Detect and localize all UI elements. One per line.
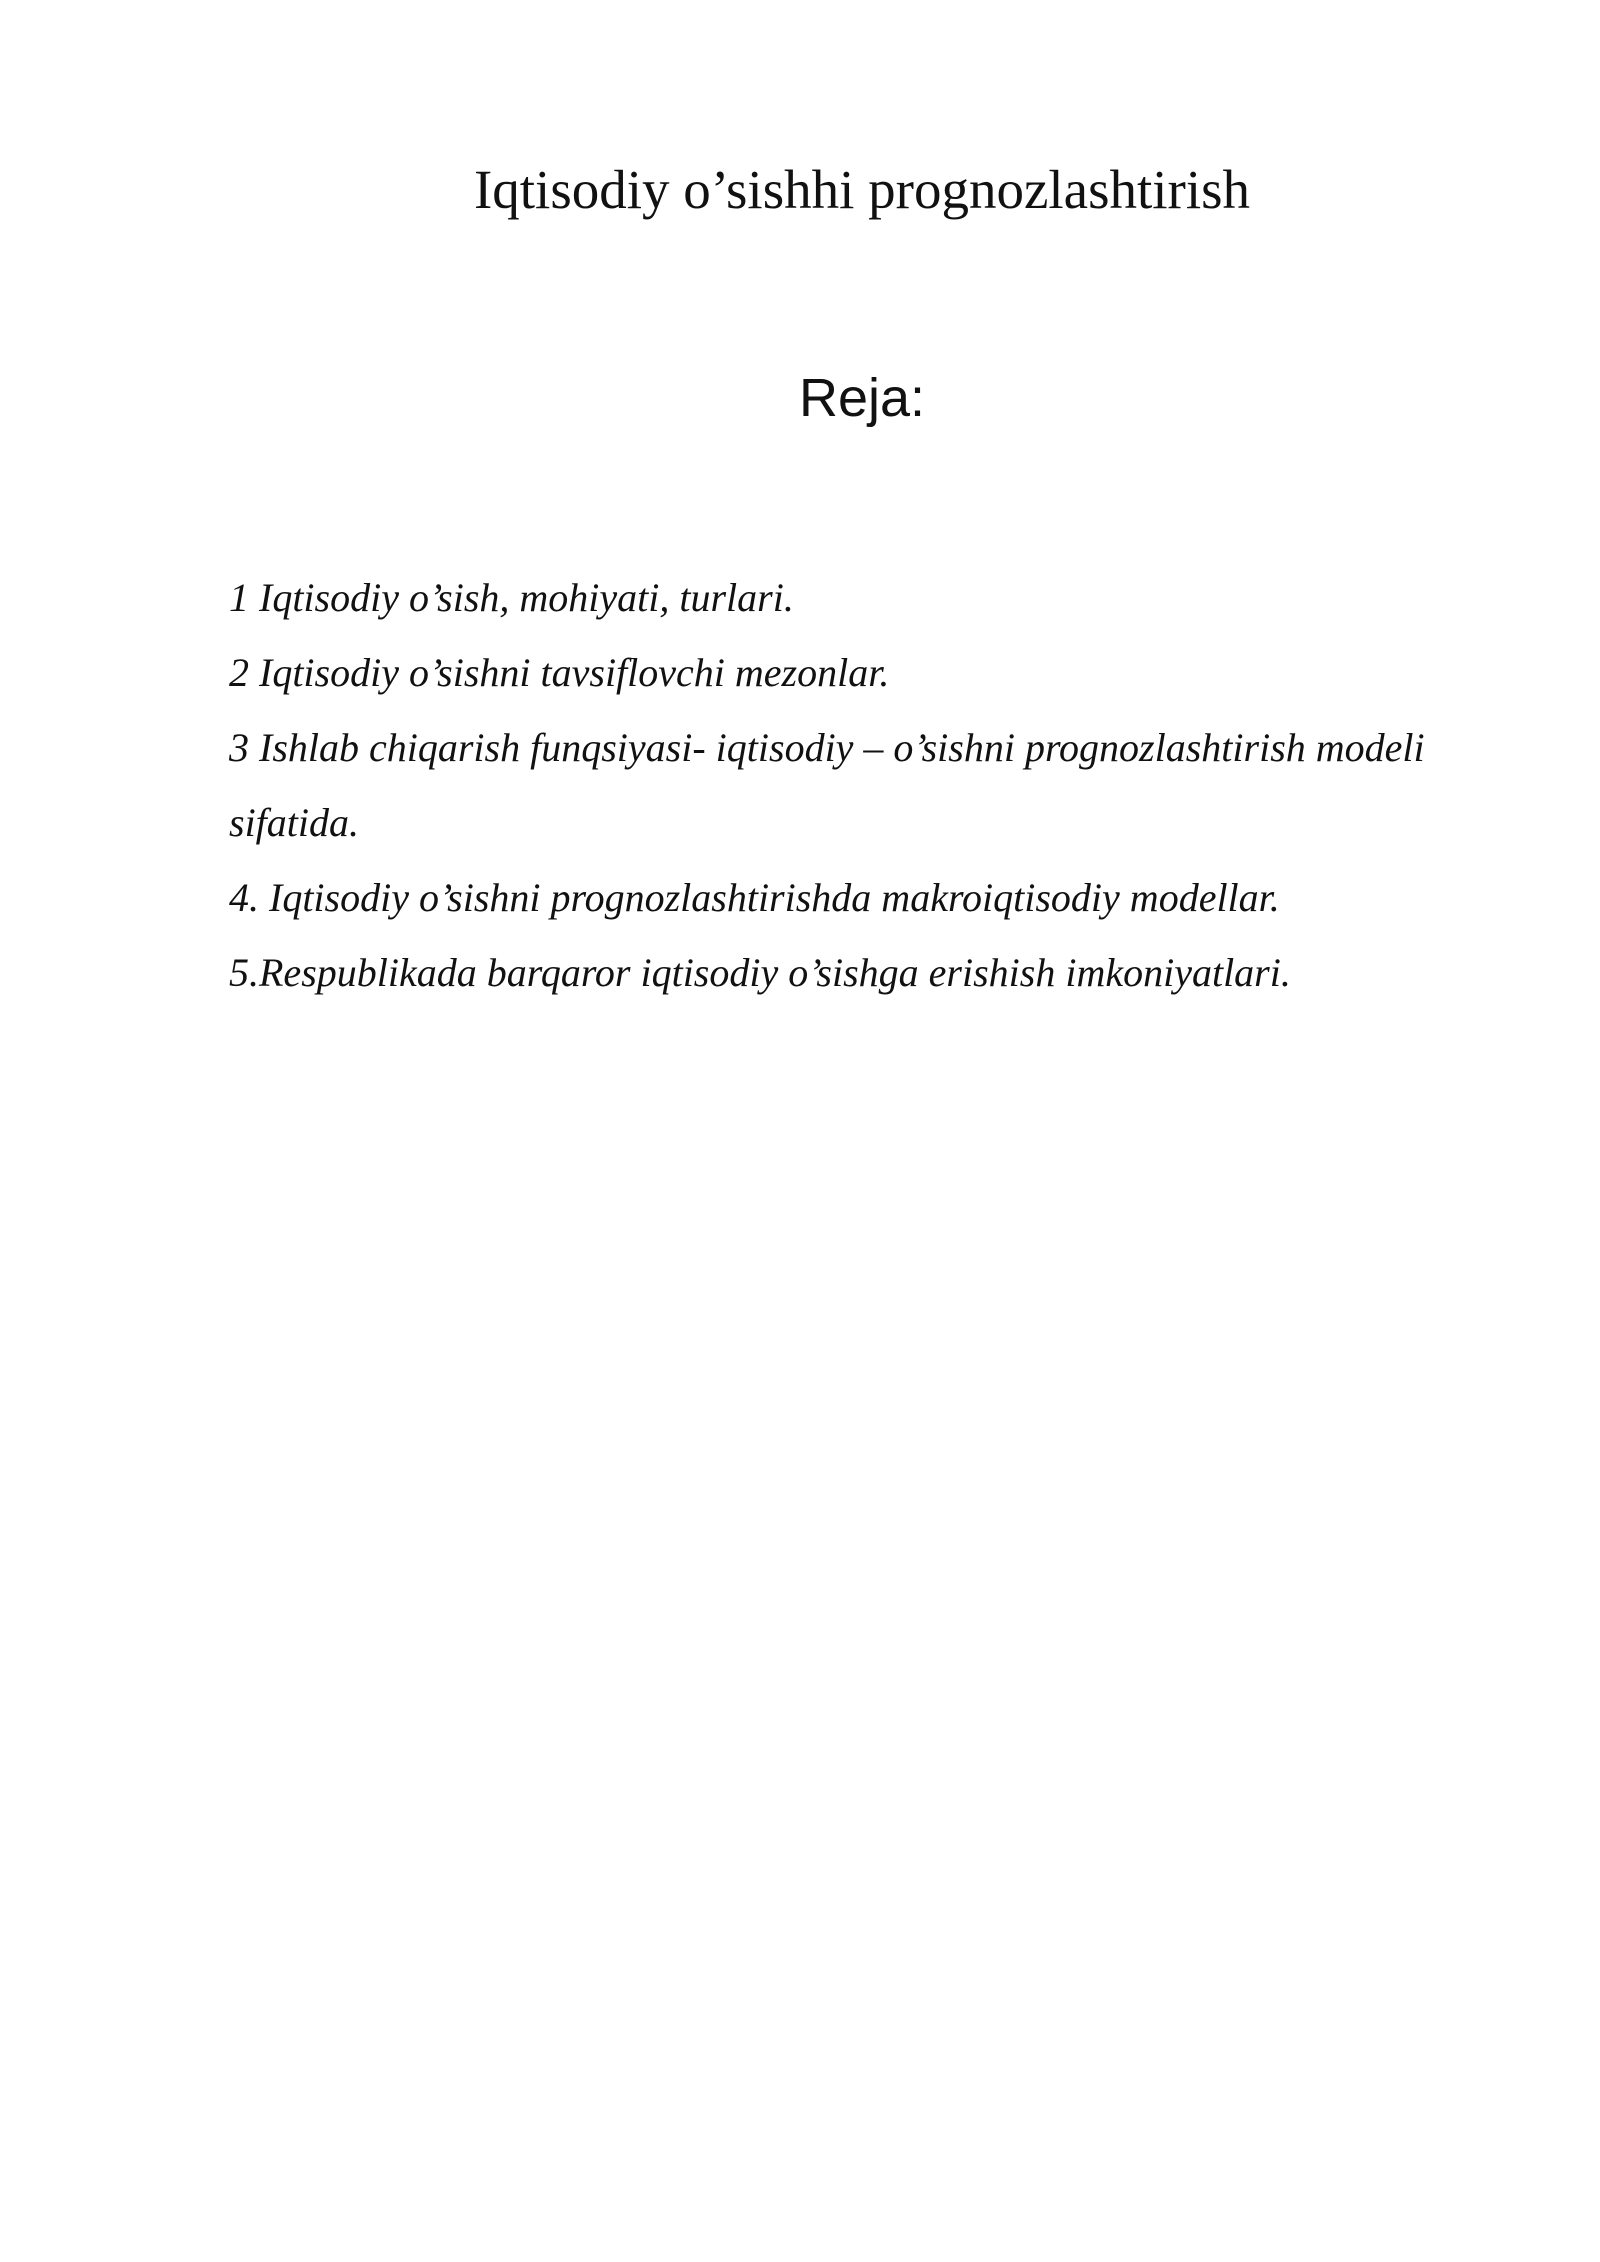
plan-item-5: 5.Respublikada barqaror iqtisodiy o’sishga erishish imkoniyatlari. <box>229 950 1291 995</box>
document-title: Iqtisodiy o’sishhi prognozlashtirish <box>473 159 1251 220</box>
plan-heading: Reja: <box>798 368 926 428</box>
plan-item-3: 3 Ishlab chiqarish funqsiyasi- iqtisodiy – o’sishni prognozlashtirish modeli sifatida. <box>229 725 1425 845</box>
plan-item-4: 4. Iqtisodiy o’sishni prognozlashtirishda makroiqtisodiy modellar. <box>229 875 1280 920</box>
plan-list <box>229 560 1449 1010</box>
plan-item-2: 2 Iqtisodiy o’sishni tavsiflovchi mezonlar. <box>229 650 890 695</box>
plan-item-1: 1 Iqtisodiy o’sish, mohiyati, turlari. <box>229 575 794 620</box>
